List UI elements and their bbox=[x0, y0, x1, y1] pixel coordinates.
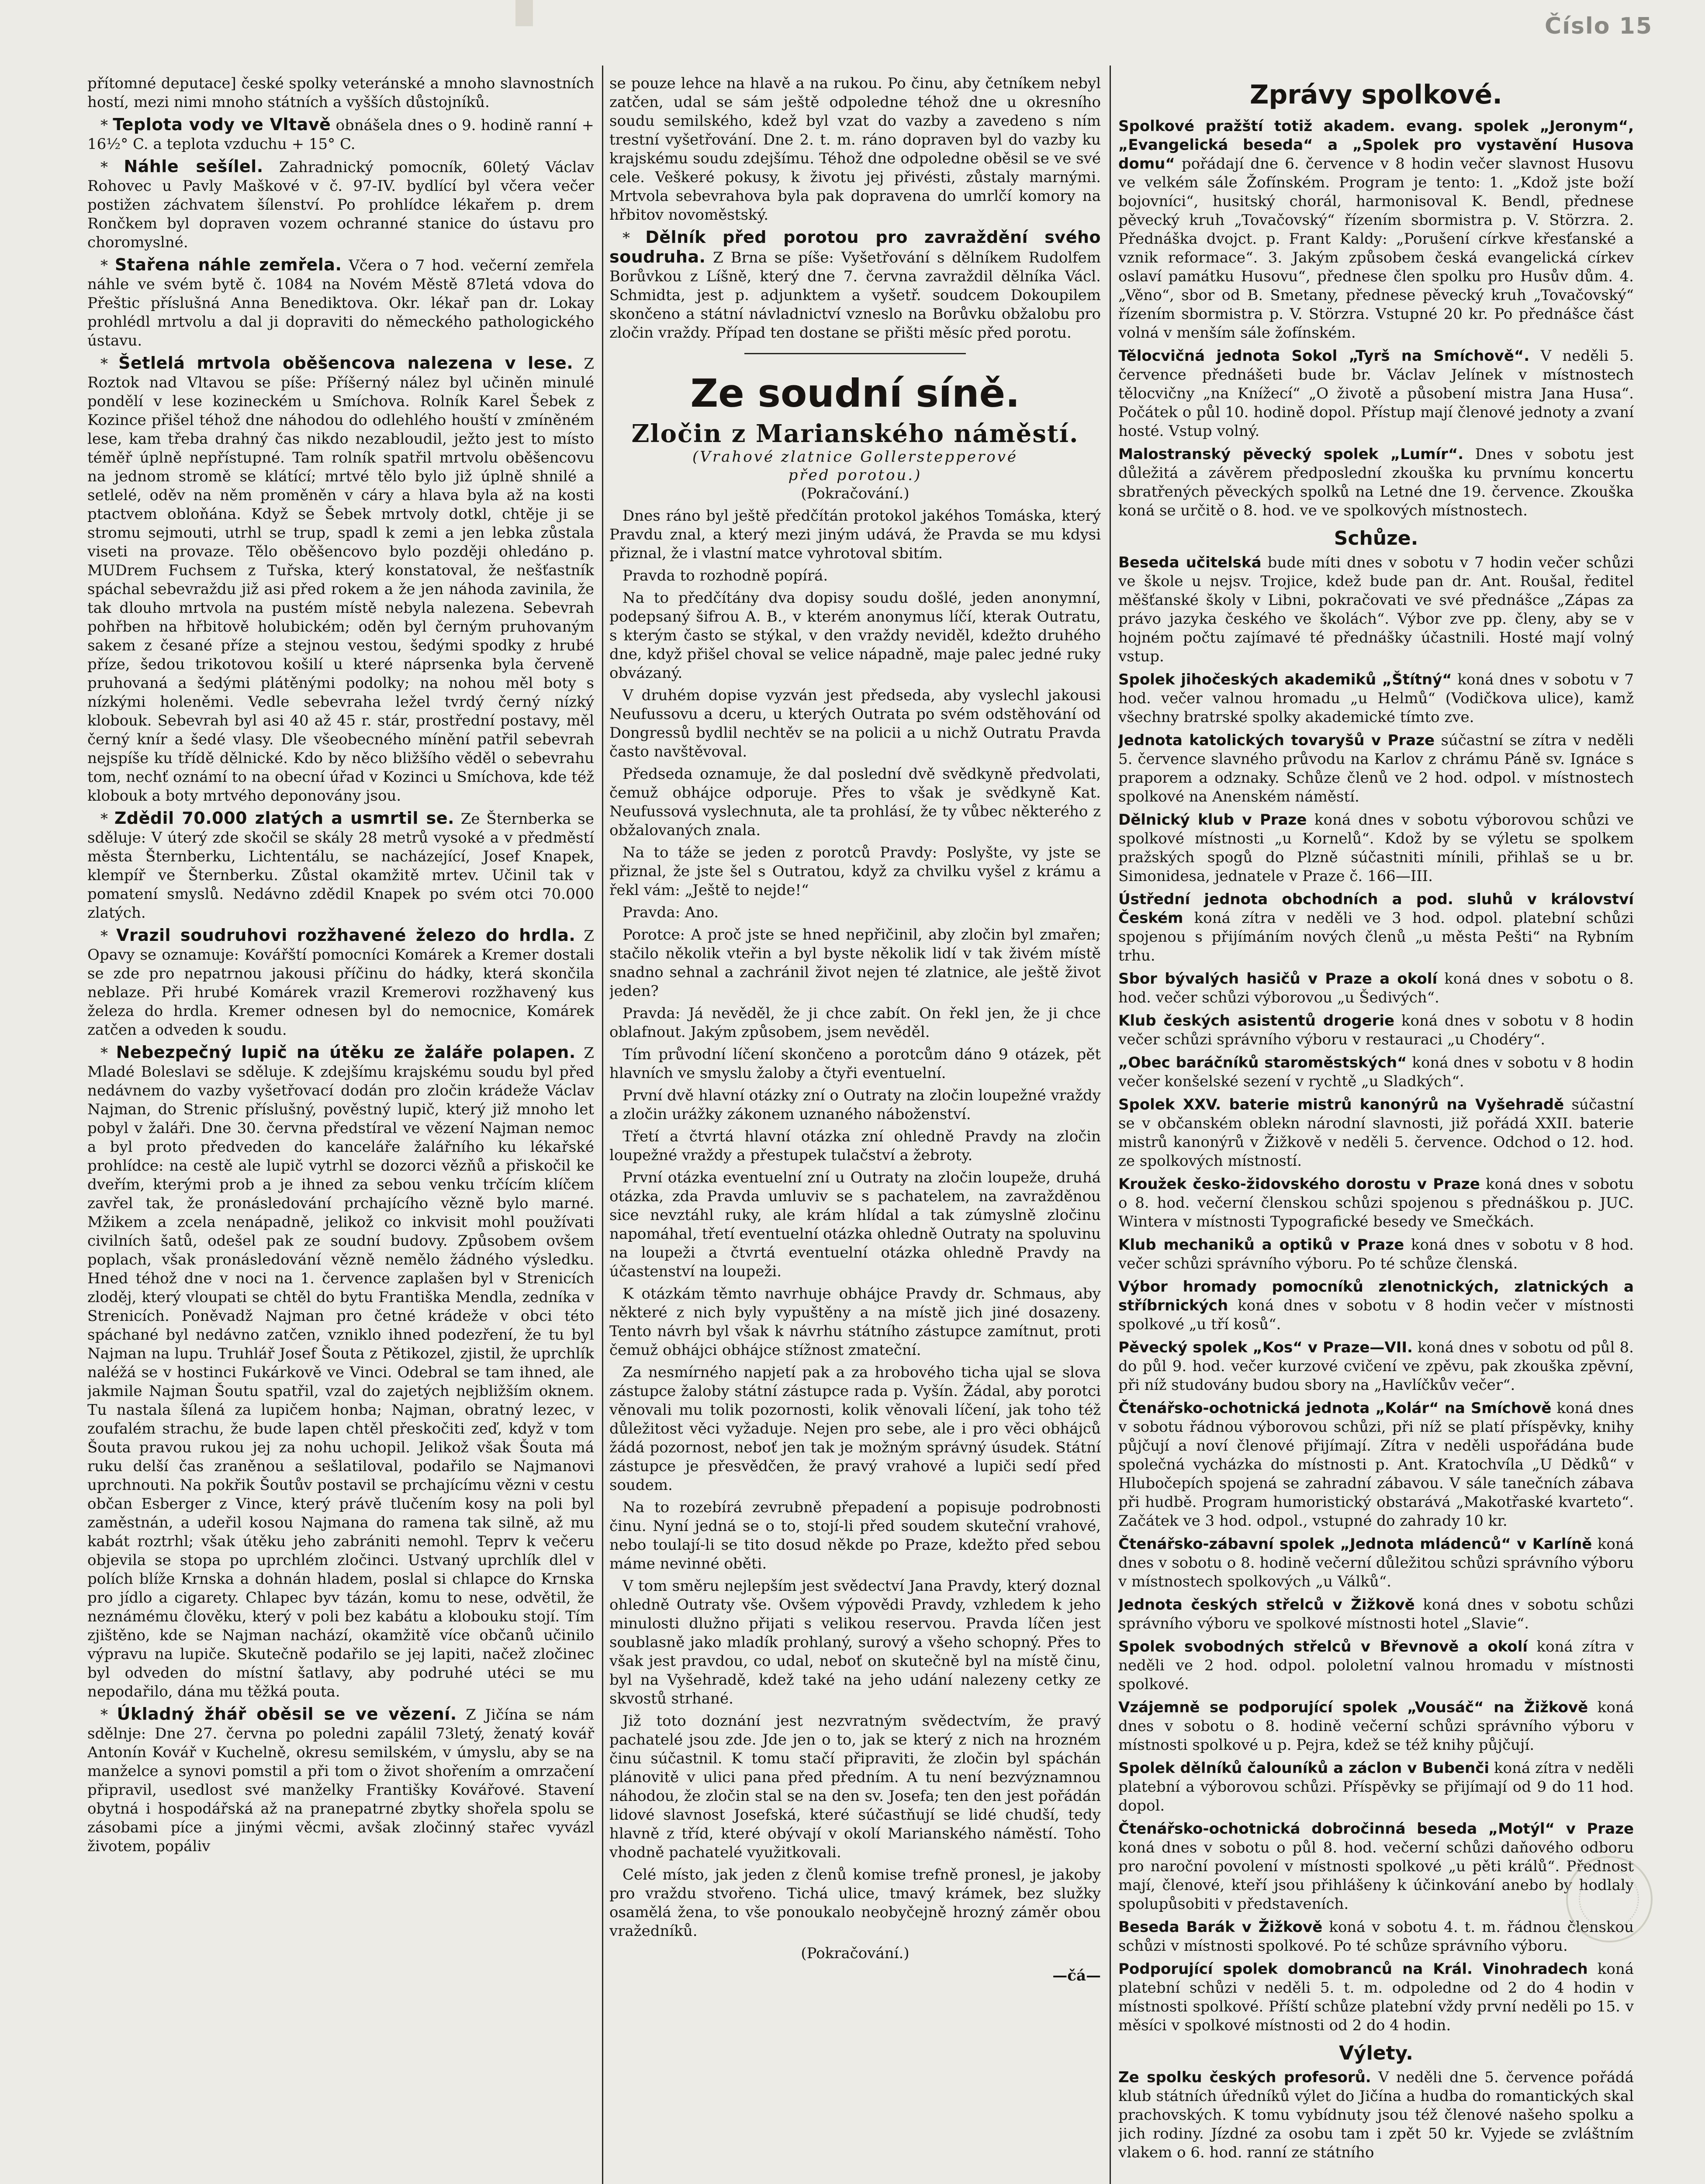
notice-text: koná dnes v sobotu řádnou výborovou schůzi, při níž se platí příspěvky, knihy půjčují a noví členové přijímají. Zítra v neděli uspořádána bude společná vycházka do místnosti p. Ant. Kratochvíla „U Dědků“ v Hlubočepích spojená se zahradní zábavou. V sále tanečních zábava při hudbě. Program humoristický obstarává „Makotřaské kvarteto“. Začátek ve 3 hod. odpol., vstupné do zahrady 10 kr. bbox=[1118, 1400, 1634, 1530]
paragraph: Třetí a čtvrtá hlavní otázka zní ohledně Pravdy na zločin loupežné vraždy a přestupek tulačství a žebroty. bbox=[609, 1128, 1101, 1164]
paragraph: Celé místo, jak jeden z členů komise trefně pronesl, je jakoby pro vraždu stvořeno. Tichá ulice, tmavý krámek, bez služky osamělá žena, to vše ponoukalo neobyčejně hrozný záměr obou vražedníků. bbox=[609, 1866, 1101, 1940]
notice-item bbox=[1118, 117, 1634, 342]
notice-lead: Spolek XXV. baterie mistrů kanonýrů na Vyšehradě bbox=[1118, 1096, 1564, 1113]
notice-lead: Podporující spolek domobranců na Král. Vinohradech bbox=[1118, 1960, 1588, 1978]
notice-lead: Čtenářsko-ochotnická jednota „Kolár“ na Smíchově bbox=[1118, 1400, 1552, 1417]
notice-text: súčastní se v občanském oblekn národní slavnosti, již pořádá XXII. baterie mistrů kanonýrů v Žižkově v neděli 5. července. Odchod o 12. hod. ze spolkových místností. bbox=[1118, 1096, 1634, 1170]
notice-text: pořádají dne 6. července v 8 hodin večer slavnost Husovu ve velkém sále Žofínském. Program je tento: 1. „Kdož jste boží bojovníci“, husitský chorál, harmonisoval K. Bendl, přednese pěvecký kruh „Tovačovský“ řízením sbormistra p. V. Störzra. 2. Přednáška dvojct. p. Frant Kaldy: „Porušení církve křesťanské a vznik reformace“. 3. Jakým způsobem česká evangelická církev oslaví památku Husovu“, přednese člen spolku pro Husův dům. 4. „Věno“, sbor od B. Smetany, přednese pěvecký kruh „Tovačovský“ řízením sbormistra p. V. Störzra. Vstupné 20 kr. Po přednášce část volná v menším sále žofínském. bbox=[1118, 155, 1634, 342]
section-title-meetings: Schůze. bbox=[1334, 527, 1418, 549]
notice-item bbox=[1118, 553, 1634, 666]
notice-text: koná v sobotu 4. t. m. řádnou členskou schůzi v místnosti spolkové. Po té schůze správního výboru. bbox=[1118, 1918, 1634, 1955]
notice-lead: Spolek dělníků čalouníků a záclon v Bubenči bbox=[1118, 1759, 1490, 1777]
notice-item bbox=[1118, 1698, 1634, 1755]
notice-lead: Dělnický klub v Praze bbox=[1118, 811, 1307, 829]
column-divider-2 bbox=[1110, 66, 1111, 2184]
notice-text: bude míti dnes v sobotu v 7 hodin večer schůzi ve škole u nejsv. Trojice, kdež bude pan dr. Ant. Roušal, ředitel měšťanské školy v Libni, pokračovati ve své přednášce „Zápas za právo jazyka českého ve školách“. Výbor zve pp. členy, aby se v hojném počtu zajímavé té přednášky účastnili. Hosté mají volný vstup. bbox=[1118, 554, 1634, 665]
news-item-hot-iron: * Vrazil soudruhovi rozžhavené železo do hrdla. Z Opavy se oznamuje: Kovářští pomocníci Komárek a Kremer dostali se zde pro nepatrnou jakousi příčinu do hádky, která skončila neblaze. Při hrubé Komárek vrazil Kremerovi rozžhavený kus železa do hrdla. Kremer odnesen byl do nemocnice, Komárek zatčen a odveden k soudu. bbox=[87, 926, 594, 1039]
paragraph: První otázka eventuelní zní u Outraty na zločin loupeže, druhá otázka, zda Pravda umluviv se s pachatelem, na zavražděnou sice nevztáhl ruky, ale krám hlídal a tak zúmyslně zločinu napomáhal, třetí eventuelní otázka ohledně Outraty na spoluvinu na loupeži a čtvrtá eventuelní otázka ohledně Pravdy na účastenství na loupeži. bbox=[609, 1169, 1101, 1280]
page-edge-mark bbox=[515, 0, 533, 26]
notice-lead: Pěvecký spolek „Kos“ v Praze—VII. bbox=[1118, 1339, 1413, 1356]
paragraph: Na to rozebírá zevrubně přepadení a popisuje podrobnosti činu. Nyní jedná se o to, stojí-li před soudem skuteční vrahové, nebo toulají-li se tito dosud někde po Praze, kdežto před sebou máme nevinné oběti. bbox=[609, 1499, 1101, 1572]
notice-text: koná dnes v sobotu o 8. hod. večer schůzi výborovou „u Šedivých“. bbox=[1118, 970, 1634, 1006]
notice-text: koná dnes v sobotu od půl 8. do půl 9. hod. večer kurzové cvičení ve zpěvu, pak zkouška zpěvní, při níž studovány budou sbory na „Havlíčkův večer“. bbox=[1118, 1339, 1634, 1394]
notice-text: koná zítra v neděli ve 2 hod. odpol. pololetní valnou hromadu v místnosti spolkové. bbox=[1118, 1638, 1634, 1693]
article-continuation: se pouze lehce na hlavě a na rukou. Po činu, aby četníkem nebyl zatčen, udal se sám ještě odpoledne téhož dne u okresního soudu semilského, kdež byl vzat do vazby a zavedeno s ním trestní vyšetřování. Dne 2. t. m. ráno dopraven byl do vazby ku krajskému soudu zdejšímu. Téhož dne odpoledne oběsil se ve své cele. Veškeré pokusy, k životu jej přivésti, zůstaly marnými. Mrtvola sebevrahova byla pak dopravena do umrlčí komory na hřbitov novoměstský. bbox=[609, 75, 1101, 224]
notice-item bbox=[1118, 811, 1634, 886]
author-signature: —čá— bbox=[1052, 1967, 1101, 1984]
notice-item bbox=[1118, 1820, 1634, 1914]
news-item-worker-jury: * Dělník před porotou pro zavraždění svého soudruha. Z Brna se píše: Vyšetřování s dělníkem Rudolfem Borůvkou z Líšně, který dne 7. června zavraždil dělníka Václ. Schmidta, jest p. adjunktem a vyšetř. soudcem Dokoupilem skončeno a státní návladnictví vzneslo na Borůvku obžalobu pro zločin vraždy. Případ ten dostane se přišti měsíc před porotu. bbox=[609, 228, 1101, 342]
article-subtitle-line-2: před porotou.) bbox=[788, 467, 922, 484]
notice-item bbox=[1118, 445, 1634, 520]
paragraph: V druhém dopise vyzván jest předseda, aby vyslechl jakousi Neufussovu a dceru, u kterých Outrata po svém odstěhování od Dongressů bydlil nechtěv se na policii a u nichž Outratu Pravda často navštěvoval. bbox=[609, 687, 1101, 760]
notice-item bbox=[1118, 970, 1634, 1007]
news-item-escaped-robber: * Nebezpečný lupič na útěku ze žaláře polapen. Z Mladé Boleslavi se sděluje. K zdejšímu krajskému soudu byl před nedávnem do vazby vyšetřovací dodán pro zločin krádeže Václav Najman, do Strenic příslušný, pověstný lupič, který již mnoho let pobyl v žaláři. Dne 30. června předstíral ve vězení Najman nemoc a byl proto předveden do kanceláře žalářního ku lékařské prohlídce: na cestě ale lupič vytrhl se dozorci vězňů a přiskočil ke dveřím, kterými prob a je ihned za sebou venku trčícím klíčem zavřel tak, že pronásledování prchajícího vězně bylo marné. Mžikem a zcela nenápadně, jelikož co inkvisit mohl používati civilních šatů, odešel pak ze soudní budovy. Způsobem ovšem poplach, však pronásledování vězně nemělo žádného výsledku. Hned téhož dne v noci na 1. července zaplašen byl v Strenicích zloděj, který vloupati se chtěl do bytu Františka Mendla, zedníka v Strenicích. Poněvadž Najman pro četné krádeže v obci této spáchané byl nedávno zatčen, vzniklo ihned podezření, že tu byl Najman na lupu. Truhlář Josef Šouta z Pětikozel, zjistil, že uprchlík naléžá se v hostinci Fukárkově ve Vinci. Odebral se tam ihned, ale jakmile Najman Šoutu spatřil, vzal do zajetých nejbližším oknem. Tu nastala šílená za lupičem honba; Najman, obratný lezec, v zoufalém strachu, že bude lapen chtěl přeskočiti zeď, když v tom Šouta pravou rukou jej za nohu uchopil. Jelikož však Šouta má ruku delší čas zraněnou a sešlatiloval, podařilo se Najmanovi uprchnouti. Na pokřik Šoutův postavil se prchajícímu vězni v cestu občan Esberger z Vince, který právě tlučením kosy na poli byl zaměstnán, a udeřil kosou Najmana do ramena tak silně, až mu kabát roztrhl; však útěku jeho zabrániti nemohl. Teprv k večeru objevila se stopa po uprchlém zločinci. Ustvaný uprchlík dlel v polích blíže Krnska a dohnán hladem, poslal si chlapce do Krnska pro jídlo a cigarety. Chlapec byv tázán, komu to nese, odvětil, že neznámému člověku, který v poli bez kabátu a klobouku stojí. Tím zjištěno, kde se Najman nachází, okamžitě více občanů učinilo výpravu na lupiče. Skutečně podařilo se jej lapiti, načež zločinec byl odveden do místní šatlavy, aby podruhé utéci se mu nepodařilo, dána mu těžká pouta. bbox=[87, 1043, 594, 1700]
notice-text: V neděli dne 5. července pořádá klub státních úředníků výlet do Jičína a hudba do romantických skal prachovských. K tomu vybídnuty jsou též členové našeho spolku a jich rodiny. Jízdné za osobu tam i zpět 50 kr. Vyjede se zvláštním vlakem o 6. hod. ranní ze státního bbox=[1118, 2069, 1634, 2161]
notice-item bbox=[1118, 1278, 1634, 1334]
news-item-body-found: * Šetlelá mrtvola oběšencova nalezena v lese. Z Roztok nad Vltavou se píše: Příšerný nález byl učiněn minulé pondělí v lese kozineckém u Smíchova. Rolník Karel Šebek z Kozince přišel téhož dne náhodou do odlehlého houští v zmíněném lese, kam třeba drahný čas nikdo nezabloudil, ježto jest to místo téměř úplně nepřístupné. Tam rolník spatřil mrtvolu oběšencovu na jednom stromě se klátící; mrtvé tělo bylo již úplně shnilé a setlelé, oděv na něm proměněn v cáry a hlava byla až na kosti ptactvem obloňána. Když se Šebek mrtvoly dotkl, chtěje ji se stromu sejmouti, utrhl se trup, spadl k zemi a jen lebka zůstala viseti na provaze. Tělo oběšencovo bylo později ohledáno p. MUDrem Fuchsem z Tuřska, který konstatoval, že nešťastník spáchal sebevraždu již asi před rokem a že jen náhoda zavinila, že tak dlouho mrtvola na pustém místě nebyla nalezena. Sebevrah pohřben na hřbitově holubickém; oděn byl černým pruhovaným sakem z česané příze a stejnou vestou, šedými spodky z hrubé příze, šedou trikotovou košilí u které náprsenka byla červeně pruhovaná a šedými plátěnými podolky; na nohou měl boty s nízkými holeněmi. Vedle sebevraha ležel tvrdý černý nízký klobouk. Sebevrah byl asi 40 až 45 r. stár, prostřední postavy, měl černý knír a šedé vlasy. Dle všeobecného mínění patřil sebevrah nejspíše ku třídě dělnické. Kdo by něco bližšího věděl o sebevrahu tom, nechť oznámí to na obecní úřad v Kozinci u Smíchova, kde též klobouk a boty mrtvého deponovány jsou. bbox=[87, 353, 594, 805]
paragraph: V tom směru nejlepším jest svědectví Jana Pravdy, který doznal ohledně Outraty vše. Ovšem výpovědi Pravdy, vzhledem k jeho minulosti dlužno přijati s velikou reservou. Pravda líčen jest soublasně jako mladík prohlaný, surový a všeho schopný. Přes to však jest pravdou, co udal, neboť on skutečně byl na místě činu, byl na Vyšehradě, kdež také na jeho udání nalezeny cetky ze skvostů strhané. bbox=[609, 1577, 1101, 1707]
notice-text: koná zítra v neděli ve 3 hod. odpol. platební schůzi spojenou s přijímáním nových členů „u města Pešti“ na Rybním trhu. bbox=[1118, 909, 1634, 964]
paragraph: Na to předčítány dva dopisy soudu došlé, jeden anonymní, podepsaný šifrou A. B., v kterém anonymus líčí, kterak Outratu, s kterým často se stýkal, v den vraždy neviděl, kdežto druhého dne, když přišel choval se velice nápadně, maje palec jedné ruky obvázaný. bbox=[609, 589, 1101, 682]
paragraph: Dnes ráno byl ještě předčítán protokol jakéhos Tomáska, který Pravdu znal, a který mezi jiným udává, že Pravda se mu kdysi přiznal, že i vlastní matce vyhrotoval sbitím. bbox=[609, 507, 1101, 562]
section-title-club-news: Zprávy spolkové. bbox=[1249, 79, 1503, 110]
notice-item bbox=[1118, 1236, 1634, 1273]
section-title: Ze soudní síně. bbox=[690, 371, 1020, 416]
paragraph: Na to táže se jeden z porotců Pravdy: Poslyšte, vy jste se přiznal, že jste šel s Outratou, když za chvilku vyšel z krámu a řekl vám: „Ještě to nejde!“ bbox=[609, 844, 1101, 899]
section-title-trips: Výlety. bbox=[1338, 2042, 1414, 2064]
news-item-inheritance-suicide: * Zdědil 70.000 zlatých a usmrtil se. Ze Šternberka se sděluje: V úterý zde skočil se skály 28 metrů vysoké a v předměstí města Šternberku, Lichtentálu, se nacházející, Josef Knapek, klempíř ve Šternberku. Zůstal okamžitě mrtev. Učinil tak v pomatení smyslů. Nedávno zdědil Knapek po svém otci 70.000 zlatých. bbox=[87, 809, 594, 922]
paragraph: První dvě hlavní otázky zní o Outraty na zločin loupežné vraždy a zločin urážky zákonem uznaného náboženství. bbox=[609, 1087, 1101, 1123]
trips-list bbox=[1118, 2068, 1634, 2162]
notice-item bbox=[1118, 1638, 1634, 1694]
meetings-list bbox=[1118, 553, 1634, 2035]
notice-item bbox=[1118, 1338, 1634, 1395]
paragraph: Pravda: Já nevěděl, že ji chce zabít. On řekl jen, že ji chce oblafnout. Jakým způsobem, jsem nevěděl. bbox=[609, 1005, 1101, 1041]
notice-lead: Jednota katolických tovaryšů v Praze bbox=[1118, 732, 1435, 749]
notice-item bbox=[1118, 1054, 1634, 1091]
notice-item bbox=[1118, 347, 1634, 441]
page-header-label: Číslo 15 bbox=[1545, 13, 1653, 39]
notice-text: V neděli 5. července přednášeti bude br. Václav Jelínek v místnostech tělocvičny „na Knížecí“ „O životě a působení mistra Jana Husa“. Počátek o půl 10. hodině dopol. Přístup mají členové jednoty a zvaní hosté. Vstup volný. bbox=[1118, 347, 1634, 440]
notice-lead: Tělocvičná jednota Sokol „Tyrš na Smíchově“. bbox=[1118, 347, 1530, 365]
notice-item bbox=[1118, 731, 1634, 806]
notice-text: koná platební schůzi v neděli 5. t. m. odpoledne od 2 do 4 hodin v místnosti spolkové. Příští schůze platební vždy první neděli po 15. v měsíci v spolkové místnosti od 2 do 4 hodin. bbox=[1118, 1960, 1634, 2034]
column-3-club-news bbox=[1118, 74, 1634, 2184]
news-item-sudden-madness: * Náhle sešílel. Zahradnický pomocník, 60letý Václav Rohovec u Pavly Maškové v č. 97-IV. bydlící byl včera večer postižen záchvatem šílenství. Po prohlídce lékařem p. drem Rončkem byl dopraven vozem ochranné stanice do ústavu pro choromyslné. bbox=[87, 157, 594, 251]
notice-lead: Spolkové pražští totiž akadem. evang. spolek „Jeronym“, „Evangelická beseda“ a „Spolek pro vystavění Husova domu“ bbox=[1118, 117, 1634, 173]
notice-item bbox=[1118, 670, 1634, 727]
notice-item bbox=[1118, 890, 1634, 965]
notice-item bbox=[1118, 1012, 1634, 1049]
notice-lead: Sbor bývalých hasičů v Praze a okolí bbox=[1118, 970, 1438, 988]
column-2-court-news bbox=[609, 74, 1101, 2184]
notice-item bbox=[1118, 1759, 1634, 1815]
paragraph: Tím průvodní líčení skončeno a porotcům dáno 9 otázek, pět hlavních ve smyslu žaloby a čtyři eventuelní. bbox=[609, 1046, 1101, 1082]
notice-text: koná dnes v sobotu v 7 hod. večer valnou hromadu „u Helmů“ (Vodičkova ulice), kamž všechny bratrské spolky akademické tímto zve. bbox=[1118, 671, 1634, 726]
paragraph: Již toto doznání jest nezvratným svědectvím, že pravý pachatelé jsou zde. Jde jen o to, jak se který z nich na hrozném činu súčastnil. K tomu stačí připraviti, že zločin byl spáchán plánovitě v ulici pana před předním. A tu není bezvýznamnou náhodou, že zločin stal se na den sv. Josefa; ten den jest pořádán lidové slavnost Josefská, které súčastňují se lidé chudší, tedy hlavně z tříd, které obývají v okolí Marianského náměstí. Toho vhodně pachatelé využitkovali. bbox=[609, 1712, 1101, 1861]
notice-text: koná dnes v sobotu v 8 hod. večer schůzi správního výboru. Po té schůze členská. bbox=[1118, 1236, 1634, 1272]
notice-lead: Kroužek česko-židovského dorostu v Praze bbox=[1118, 1175, 1480, 1193]
notice-item bbox=[1118, 1535, 1634, 1591]
article-continuation: přítomné deputace] české spolky veteránské a mnoho slavnostních hostí, mezi nimi mnoho státních a vyšších důstojníků. bbox=[87, 75, 594, 111]
notice-lead: Čtenářsko-zábavní spolek „Jednota mládenců“ v Karlíně bbox=[1118, 1535, 1592, 1553]
notice-text: Dnes v sobotu jest důležitá a závěrem předposlední zkouška ku prvnímu koncertu sbratřených pěveckých spolků na Letné dne 19. července. Zkouška koná se určitě o 8. hod. ve ve spolkových místnostech. bbox=[1118, 446, 1634, 519]
notice-text: koná dnes v sobotu o 8. hodině večerní důležitou schůzi správního výboru v místnostech spolkových „u Válků“. bbox=[1118, 1535, 1634, 1590]
library-stamp bbox=[1566, 1856, 1653, 1942]
notice-lead: Klub českých asistentů drogerie bbox=[1118, 1012, 1395, 1030]
news-item-river-temperature: * Teplota vody ve Vltavě obnášela dnes o 9. hodině ranní + 16½° C. a teplota vzduchu + 15° C. bbox=[87, 115, 594, 153]
notice-text: koná dnes v sobotu o 8. hod. večerní členskou schůzi spojenou s přednáškou p. JUC. Wintera v místnosti Typografické besedy ve Smečkách. bbox=[1118, 1175, 1634, 1230]
column-divider-1 bbox=[602, 66, 603, 2184]
notice-lead: Čtenářsko-ochotnická dobročinná beseda „Motýl“ v Praze bbox=[1118, 1820, 1634, 1838]
notice-lead: Spolek svobodných střelců v Břevnově a okolí bbox=[1118, 1638, 1528, 1655]
notice-text: koná dnes v sobotu o 8. hodině večerní schůzi správního výboru v místnosti spolkové u p. Pejra, kdež se též knihy půjčují. bbox=[1118, 1699, 1634, 1754]
notice-text: koná dnes v sobotu schůzi správního výboru ve spolkové místnosti hotel „Slavie“. bbox=[1118, 1596, 1634, 1632]
column-1-local-news bbox=[87, 74, 594, 2184]
notice-item bbox=[1118, 1095, 1634, 1171]
notice-text: koná dnes v sobotu v 8 hodin večer v místnosti spolkové „u tří kosů“. bbox=[1118, 1297, 1634, 1333]
notice-lead: Vzájemně se podporující spolek „Vousáč“ na Žižkově bbox=[1118, 1699, 1588, 1716]
continuation-note: (Pokračování.) bbox=[801, 485, 910, 502]
paragraph: Předseda oznamuje, že dal poslední dvě svědkyně předvolati, čemuž obhájce odporuje. Přes to však je svědkyně Kat. Neufussová vyslechnuta, ale ta prohlásí, že ty vůbec některého z obžalovaných znala. bbox=[609, 765, 1101, 839]
section-divider bbox=[744, 353, 965, 354]
paragraph: Pravda to rozhodně popírá. bbox=[623, 567, 828, 584]
article-title: Zločin z Marianského náměstí. bbox=[631, 419, 1079, 448]
news-item-arsonist: * Úkladný žhář oběsil se ve vězení. Z Jičína se nám sdělnje: Dne 27. června po poledni zapálil 73letý, ženatý kovář Antonín Kovář v Kuchelně, okresu semilském, v úmyslu, aby se na manželce a synovi pomstil a při tom o život shořením a omrzačení připravil, usedlost své manželky Františky Kovářové. Stavení obytná i hospodářská až na pranepatrné zbytky shořela spolu se zásobami píce a jinými věcmi, avšak zločinný stařec vyvázl životem, popáliv bbox=[87, 1704, 594, 1855]
notice-lead: Výbor hromady pomocníků zlenotnických, zlatnických a stříbrnických bbox=[1118, 1278, 1634, 1314]
news-item-old-woman-died: * Stařena náhle zemřela. Včera o 7 hod. večerní zemřela náhle ve svém bytě č. 1084 na Novém Městě 87letá vdova do Přeštic příslušná Anna Benediktova. Okr. lékař pan dr. Lokay prohlédl mrtvolu a dal ji dopraviti do německého pathologického ústavu. bbox=[87, 255, 594, 349]
notice-text: koná dnes v sobotu o půl 8. hod. večerní schůzi daňového odboru pro naroční povolení v místnosti spolkové „u pěti králů“. Přednost mají, členové, kteří jsou přihlášeny k účinkování anebo by hodlaly spolupůsobiti v představeních. bbox=[1118, 1839, 1634, 1913]
club-news-list bbox=[1118, 117, 1634, 520]
notice-lead: Ústřední jednota obchodních a pod. sluhů v království Českém bbox=[1118, 891, 1634, 927]
notice-lead: „Obec baráčníků staroměstských“ bbox=[1118, 1054, 1407, 1071]
notice-lead: Beseda Barák v Žižkově bbox=[1118, 1918, 1323, 1936]
notice-lead: Jednota českých střelců v Žižkově bbox=[1118, 1596, 1415, 1614]
notice-lead: Spolek jihočeských akademiků „Štítný“ bbox=[1118, 671, 1452, 688]
notice-lead: Klub mechaniků a optiků v Praze bbox=[1118, 1236, 1404, 1254]
paragraph: Za nesmírného napjetí pak a za hrobového ticha ujal se slova zástupce žaloby státní zástupce rada p. Vyšín. Žádal, aby porotci věnovali mu tolik pozornosti, kolik věnovali líčení, jak toho též důležitost věci vyžaduje. Nejen pro sebe, ale i pro věci obhájců žádá pozornost, neboť jen tak je možným správný úsudek. Státní zástupce je přesvědčen, že pravý vrahové a lupiči sedí před soudem. bbox=[609, 1364, 1101, 1494]
notice-item bbox=[1118, 1399, 1634, 1531]
notice-item bbox=[1118, 1960, 1634, 2035]
notice-text: koná dnes v sobotu v 8 hodin večer konšelské sezení v rychtě „u Sladkých“. bbox=[1118, 1054, 1634, 1090]
notice-item bbox=[1118, 1918, 1634, 1956]
notice-text: súčastní se zítra v neděli 5. července slavného průvodu na Karlov z chrámu Páně sv. Ignáce s praporem a odznaky. Schůze členů ve 2 hod. odpol. v místnostech spolkové na Anenském náměstí. bbox=[1118, 732, 1634, 805]
notice-text: koná zítra v neděli platební a výborovou schůzi. Příspěvky se přijímají od 9 do 11 hod. dopol. bbox=[1118, 1759, 1634, 1814]
continuation-note-end: (Pokračování.) bbox=[801, 1945, 910, 1962]
notice-lead: Beseda učitelská bbox=[1118, 554, 1262, 571]
notice-item bbox=[1118, 2068, 1634, 2162]
article-subtitle-line-1: (Vrahové zlatnice Gollerstepperové bbox=[692, 448, 1018, 466]
notice-text: koná dnes v sobotu výborovou schůzi ve spolkové místnosti „u Kornelů“. Kdož by se výletu se spolkem pražských spogů do Plzně súčastniti mínili, přihlaš se u br. Simonidesa, jednatele v Praze č. 166—III. bbox=[1118, 811, 1634, 885]
notice-text: koná dnes v sobotu v 8 hodin večer schůzi správního výboru v restauraci „u Chodéry“. bbox=[1118, 1012, 1634, 1048]
paragraph: Porotce: A proč jste se hned nepřičinil, aby zločin byl zmařen; stačilo několik vteřin a byl byste několik lidí v tak živém místě snadno sehnal a zachránil život nejen té zlatnice, ale ještě život jeden? bbox=[609, 926, 1101, 1000]
notice-item bbox=[1118, 1175, 1634, 1231]
notice-lead: Malostranský pěvecký spolek „Lumír“. bbox=[1118, 446, 1464, 463]
notice-lead: Ze spolku českých profesorů. bbox=[1118, 2069, 1371, 2086]
notice-item bbox=[1118, 1596, 1634, 1633]
paragraph: K otázkám těmto navrhuje obhájce Pravdy dr. Schmaus, aby některé z nich byly vypuštěny a na místě jich jiné dosazeny. Tento návrh byl však k návrhu státního zástupce zamítnut, proti čemuž obhájci obhájce stížnost zmateční. bbox=[609, 1285, 1101, 1359]
paragraph: Pravda: Ano. bbox=[623, 904, 719, 921]
